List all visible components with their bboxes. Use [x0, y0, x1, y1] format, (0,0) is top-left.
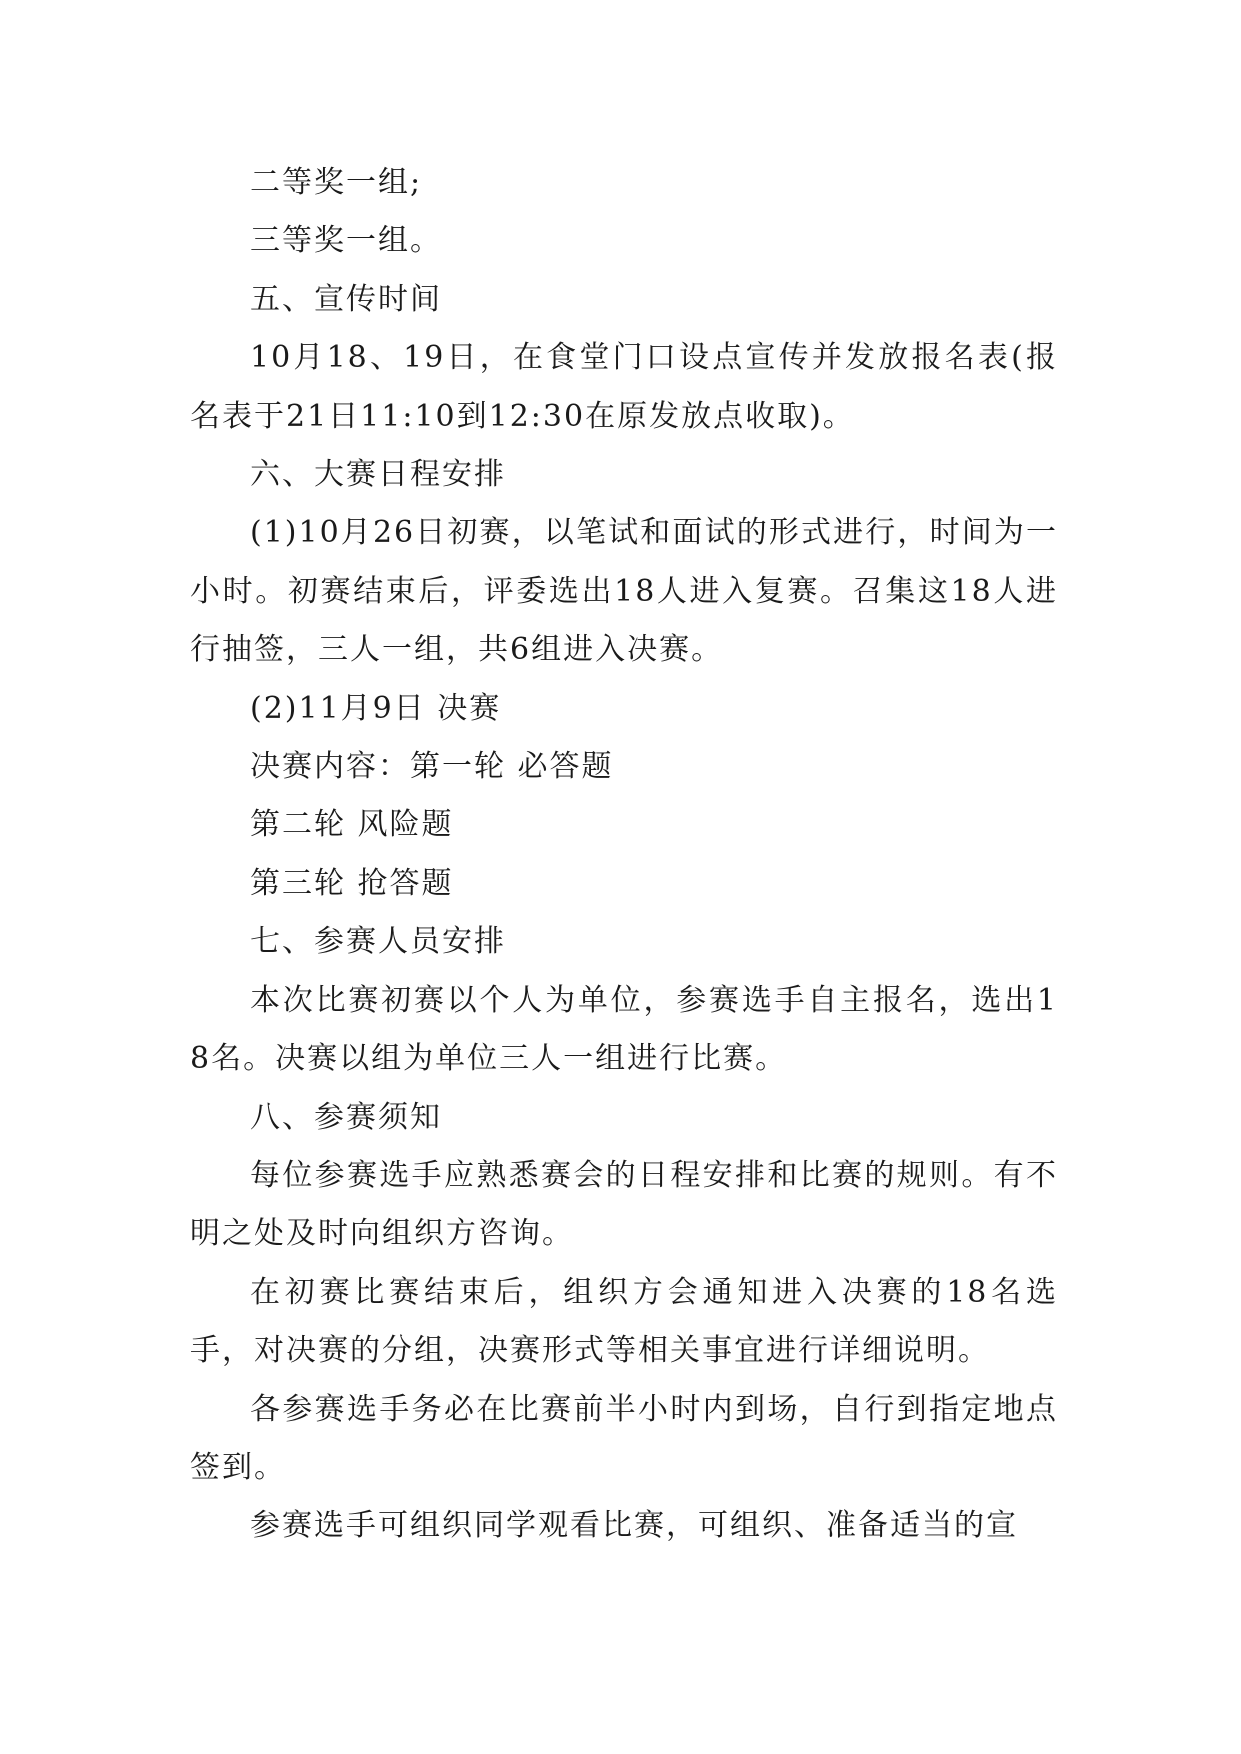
paragraph-preliminary: (1)10月26日初赛，以笔试和面试的形式进行，时间为一小时。初赛结束后，评委选出18人进入复赛。召集这18人进行抽签，三人一组，共6组进入决赛。 [190, 515, 1058, 668]
heading-notice: 八、参赛须知 [250, 1099, 442, 1135]
paragraph-third-prize: 三等奖一组。 [250, 223, 442, 259]
paragraph-final-round-1: 决赛内容：第一轮 必答题 [250, 749, 614, 785]
paragraph-notice-2: 在初赛比赛结束后，组织方会通知进入决赛的18名选手，对决赛的分组，决赛形式等相关事宜进行详细说明。 [190, 1274, 1058, 1369]
paragraph-notice-3: 各参赛选手务必在比赛前半小时内到场，自行到指定地点签到。 [190, 1391, 1058, 1485]
heading-publicity-time: 五、宣传时间 [250, 281, 442, 317]
paragraph-notice-4: 参赛选手可组织同学观看比赛，可组织、准备适当的宣 [250, 1508, 1018, 1544]
paragraph-final-date: (2)11月9日 决赛 [250, 690, 502, 726]
paragraph-participants: 本次比赛初赛以个人为单位，参赛选手自主报名，选出18名。决赛以组为单位三人一组进行比赛。 [190, 982, 1058, 1077]
paragraph-second-prize: 二等奖一组; [250, 165, 423, 200]
paragraph-publicity-details: 10月18、19日，在食堂门口设点宣传并发放报名表(报名表于21日11:10到12:30在原发放点收取)。 [190, 340, 1058, 434]
paragraph-notice-1: 每位参赛选手应熟悉赛会的日程安排和比赛的规则。有不明之处及时向组织方咨询。 [190, 1157, 1058, 1252]
heading-schedule: 六、大赛日程安排 [250, 457, 506, 493]
paragraph-final-round-2: 第二轮 风险题 [250, 807, 454, 843]
document-body [190, 154, 1058, 1556]
heading-participants: 七、参赛人员安排 [250, 924, 506, 960]
paragraph-final-round-3: 第三轮 抢答题 [250, 865, 454, 901]
